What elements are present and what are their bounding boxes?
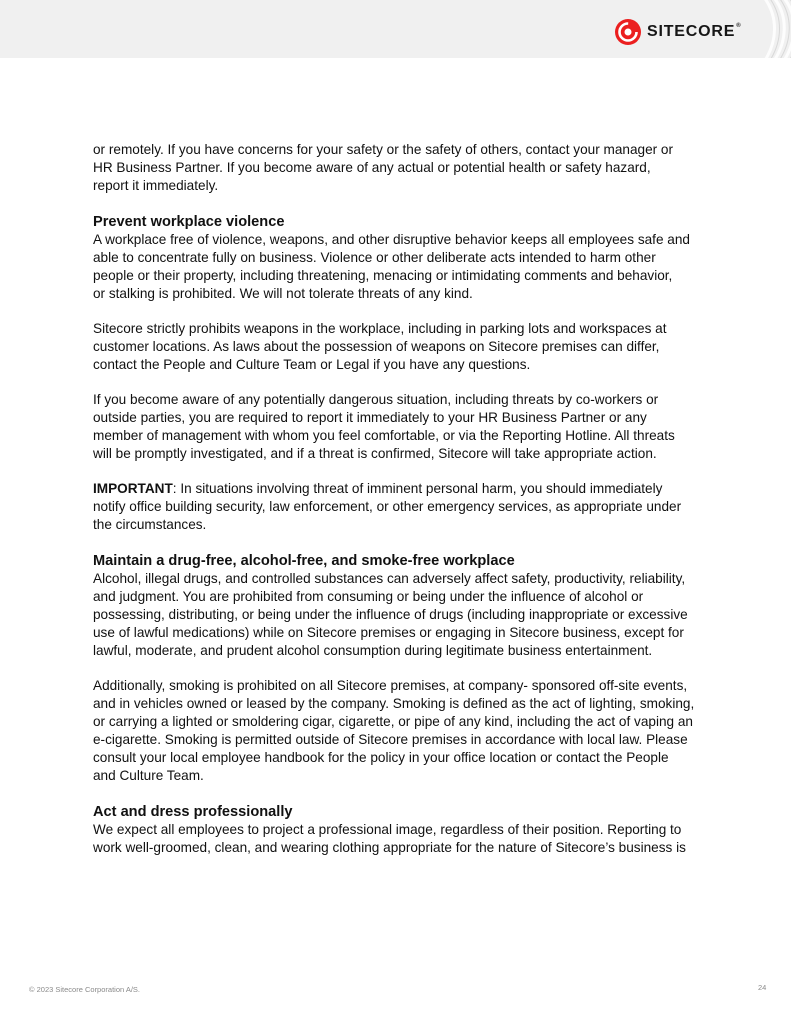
intro-paragraph: or remotely. If you have concerns for your safety or the safety of others, contact your manager or HR Business Partner. If you become aware of any actual or potential health or safety hazard, report it immediately.	[93, 142, 674, 193]
sitecore-logo-icon	[614, 18, 642, 46]
violence-paragraph-1: A workplace free of violence, weapons, and other disruptive behavior keeps all employees safe and able to concentrate fully on business. Violence or other deliberate acts intended to harm other people or their property, including threatening, menacing or intimidating comments and behavior, or stalking is prohibited. We will not tolerate threats of any kind.	[93, 232, 690, 301]
logo-wordmark: SITECORE®	[647, 23, 742, 40]
heading-drug-free: Maintain a drug-free, alcohol-free, and smoke-free workplace	[93, 553, 515, 569]
important-note	[93, 480, 703, 534]
violence-paragraph-2: Sitecore strictly prohibits weapons in the workplace, including in parking lots and workspaces at customer locations. As laws about the possession of weapons on Sitecore premises can differ, contact the People and Culture Team or Legal if you have any questions.	[93, 321, 667, 372]
page-header	[0, 0, 791, 58]
heading-dress-professionally: Act and dress professionally	[93, 804, 293, 820]
sitecore-logo	[614, 18, 741, 46]
page-number: 24	[758, 983, 767, 992]
drugfree-paragraph-1: Alcohol, illegal drugs, and controlled substances can adversely affect safety, productivity, reliability, and judgment. You are prohibited from consuming or being under the influence of alcohol or possessing, distributing, or being under the influence of drugs (including inappropriate or excessive use of lawful medications) while on Sitecore premises or engaging in Sitecore business, except for lawful, moderate, and prudent alcohol consumption during legitimate business entertainment.	[93, 571, 688, 658]
important-label: IMPORTANT	[93, 481, 173, 496]
dress-paragraph-1: We expect all employees to project a professional image, regardless of their position. Reporting to work well-groomed, clean, and wearing clothing appropriate for the nature of Sitecore’s business is	[93, 822, 686, 855]
important-text: : In situations involving threat of imminent personal harm, you should immediately notify office building security, law enforcement, or other emergency services, as appropriate under the circumstances.	[93, 481, 682, 532]
document-body	[93, 141, 703, 857]
violence-paragraph-3: If you become aware of any potentially dangerous situation, including threats by co-workers or outside parties, you are required to report it immediately to your HR Business Partner or any member of management with whom you feel comfortable, or via the Reporting Hotline. All threats will be promptly investigated, and if a threat is confirmed, Sitecore will take appropriate action.	[93, 392, 675, 461]
drugfree-paragraph-2: Additionally, smoking is prohibited on all Sitecore premises, at company- sponsored off-site events, and in vehicles owned or leased by the company. Smoking is defined as the act of lighting, smoking, or carrying a lighted or smoldering cigar, cigarette, or pipe of any kind, including the act of vaping an e-cigarette. Smoking is permitted outside of Sitecore premises in accordance with local law. Please consult your local employee handbook for the policy in your office location or contact the People and Culture Team.	[93, 678, 695, 783]
heading-prevent-violence: Prevent workplace violence	[93, 214, 285, 230]
footer-copyright: © 2023 Sitecore Corporation A/S.	[29, 985, 141, 994]
